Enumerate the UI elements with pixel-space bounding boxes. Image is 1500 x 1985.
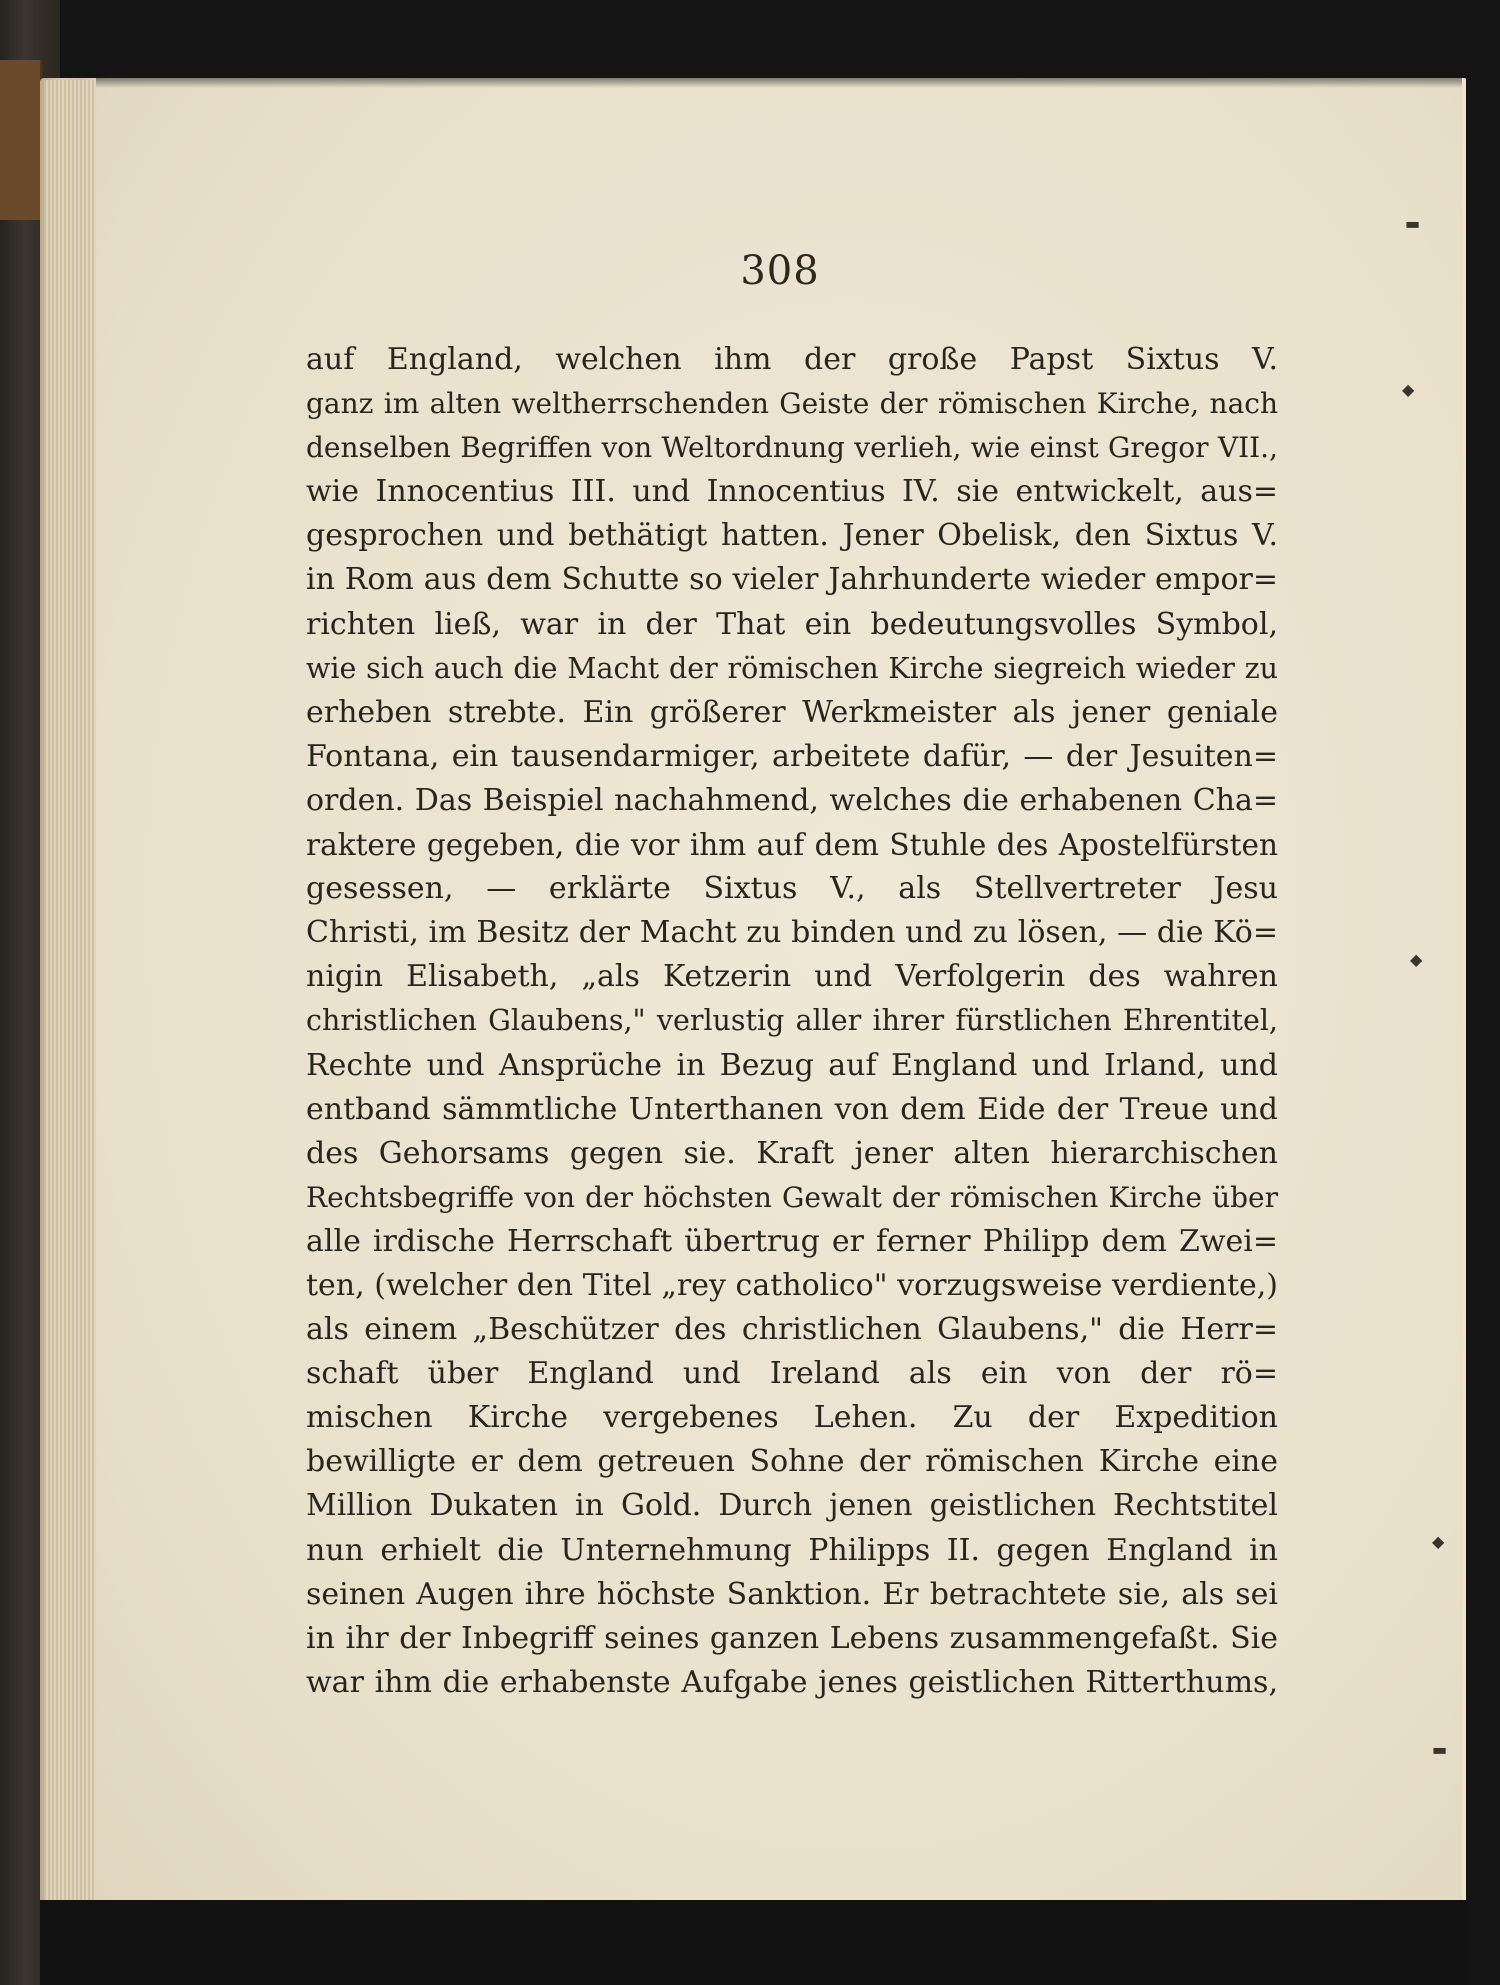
text-line: des Gehorsams gegen sie. Kraft jener alten hierarchischen: [306, 1135, 1278, 1171]
text-line: bewilligte er dem getreuen Sohne der römischen Kirche eine: [306, 1444, 1278, 1480]
text-line: alle irdische Herrschaft übertrug er ferner Philipp dem Zwei=: [306, 1223, 1278, 1259]
margin-mark-icon: ◆: [1402, 380, 1415, 399]
page-edges: [44, 80, 96, 1916]
text-line: Million Dukaten in Gold. Durch jenen geistlichen Rechtstitel: [306, 1488, 1278, 1524]
text-line: seinen Augen ihre höchste Sanktion. Er betrachtete sie, als sei: [306, 1576, 1278, 1612]
body-text: [306, 338, 1278, 1705]
text-line: schaft über England und Ireland als ein von der rö=: [306, 1356, 1278, 1392]
text-line: entband sämmtliche Unterthanen von dem Eide der Treue und: [306, 1091, 1278, 1127]
margin-mark-icon: ▬: [1432, 1740, 1448, 1759]
text-line: wie sich auch die Macht der römischen Kirche siegreich wieder zu: [306, 651, 1278, 685]
text-line: als einem „Beschützer des christlichen Glaubens," die Herr=: [306, 1312, 1278, 1348]
text-line: Christi, im Besitz der Macht zu binden und zu lösen, — die Kö=: [306, 915, 1278, 951]
text-line: wie Innocentius III. und Innocentius IV. sie entwickelt, aus=: [306, 474, 1278, 510]
text-line: orden. Das Beispiel nachahmend, welches die erhabenen Cha=: [306, 782, 1278, 818]
text-line: Fontana, ein tausendarmiger, arbeitete dafür, — der Jesuiten=: [306, 738, 1278, 774]
text-line: in ihr der Inbegriff seines ganzen Lebens zusammengefaßt. Sie: [306, 1620, 1278, 1656]
text-line: Rechte und Ansprüche in Bezug auf England und Irland, und: [306, 1047, 1278, 1083]
text-line: Rechtsbegriffe von der höchsten Gewalt der römischen Kirche über: [306, 1180, 1278, 1214]
text-line: nigin Elisabeth, „als Ketzerin und Verfolgerin des wahren: [306, 959, 1278, 995]
text-line: denselben Begriffen von Weltordnung verlieh, wie einst Gregor VII.,: [306, 431, 1278, 465]
text-line: erheben strebte. Ein größerer Werkmeister als jener geniale: [306, 694, 1278, 730]
margin-mark-icon: ▬: [1405, 214, 1421, 233]
text-line: war ihm die erhabenste Aufgabe jenes geistlichen Ritterthums,: [306, 1664, 1278, 1700]
top-shadow: [96, 70, 1462, 88]
text-line: mischen Kirche vergebenes Lehen. Zu der Expedition: [306, 1400, 1278, 1436]
text-line: nun erhielt die Unternehmung Philipps II. gegen England in: [306, 1532, 1278, 1568]
margin-mark-icon: ◆: [1432, 1532, 1445, 1551]
text-line: christlichen Glaubens," verlustig aller ihrer fürstlichen Ehrentitel,: [306, 1004, 1278, 1038]
text-line: richten ließ, war in der That ein bedeutungsvolles Symbol,: [306, 606, 1278, 642]
text-line: gesessen, — erklärte Sixtus V., als Stellvertreter Jesu: [306, 871, 1278, 907]
text-line: gesprochen und bethätigt hatten. Jener Obelisk, den Sixtus V.: [306, 518, 1278, 554]
text-line: in Rom aus dem Schutte so vieler Jahrhunderte wieder empor=: [306, 562, 1278, 598]
cover-corner: [0, 60, 42, 220]
page-number: 308: [740, 248, 820, 294]
text-line: auf England, welchen ihm der große Papst Sixtus V.: [306, 342, 1278, 377]
text-line: raktere gegeben, die vor ihm auf dem Stuhle des Apostelfürsten: [306, 828, 1278, 863]
margin-mark-icon: ◆: [1410, 950, 1423, 969]
bottom-background: [40, 1900, 1466, 1985]
text-line: ten, (welcher den Titel „rey catholico" vorzugsweise verdiente,): [306, 1267, 1278, 1303]
text-line: ganz im alten weltherrschenden Geiste der römischen Kirche, nach: [306, 387, 1278, 421]
